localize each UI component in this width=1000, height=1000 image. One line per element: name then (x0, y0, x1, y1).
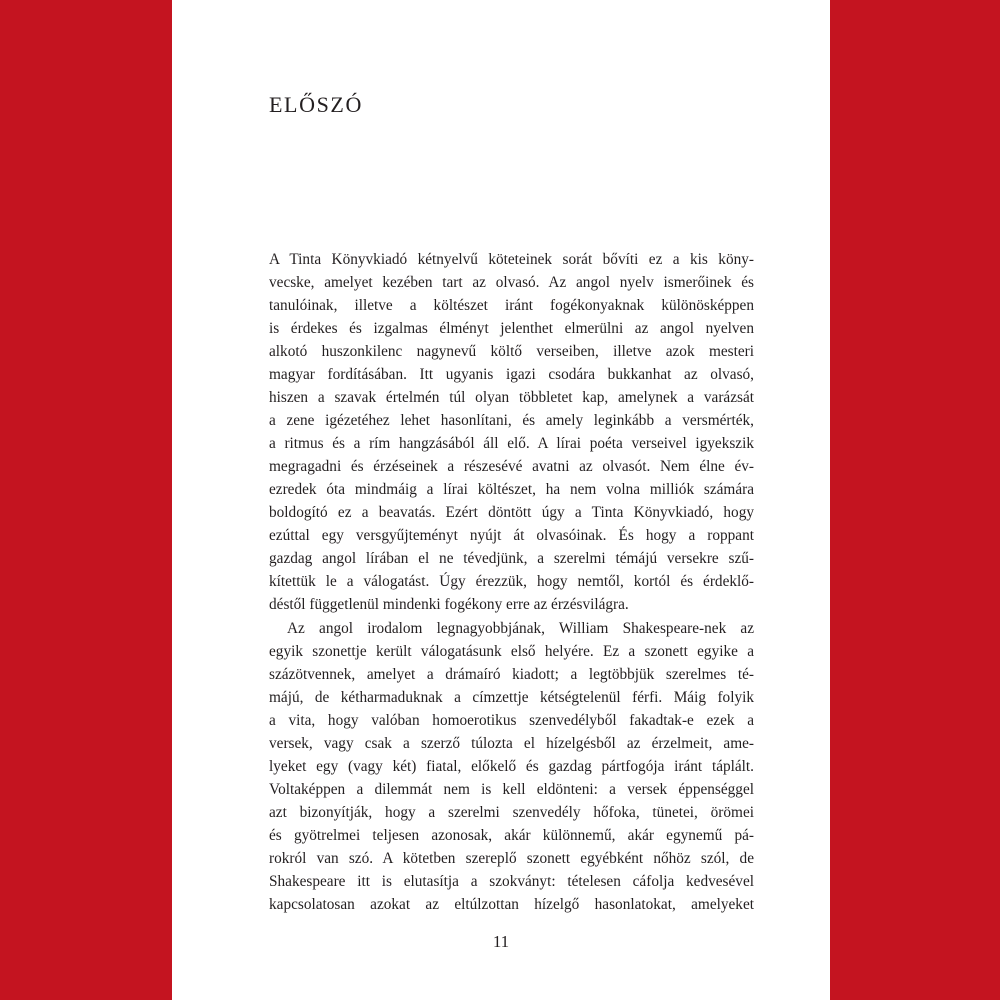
text-line: megragadni és érzéseinek a részesévé avatni az olvasót. Nem élne év- (269, 458, 754, 476)
text-line: kítettük le a válogatást. Úgy érezzük, hogy nemtől, kortól és érdeklő- (269, 573, 754, 591)
text-line: Az angol irodalom legnagyobbjának, William Shakespeare-nek az (287, 619, 754, 637)
text-line: magyar fordításában. Itt ugyanis igazi csodára bukkanhat az olvasó, (269, 366, 754, 384)
text-line: egyik szonettje került válogatásunk első helyére. Ez a szonett egyike a (269, 642, 754, 660)
book-page (172, 0, 830, 1000)
text-line: a ritmus és a rím hangzásából áll elő. A lírai poéta verseivel igyekszik (269, 435, 754, 453)
text-line: A Tinta Könyvkiadó kétnyelvű köteteinek sorát bővíti ez a kis köny- (269, 251, 754, 268)
body-text (269, 248, 754, 916)
text-line: kapcsolatosan azokat az eltúlzottan hízelgő hasonlatokat, amelyeket (269, 895, 754, 913)
text-line: százötvennek, amelyet a drámaíró kiadott; a legtöbbjük szerelmes té- (269, 665, 754, 683)
paragraph-1 (269, 248, 754, 617)
text-line: a zene igézetéhez lehet hasonlítani, és amely leginkább a versmérték, (269, 412, 754, 430)
text-line: hiszen a szavak értelmén túl olyan többletet kap, amelynek a varázsát (269, 389, 754, 407)
text-line: is érdekes és izgalmas élményt jelenthet elmerülni az angol nyelven (269, 320, 754, 338)
text-line: rokról van szó. A kötetben szereplő szonett egyébként nőhöz szól, de (269, 849, 754, 867)
text-line: és gyötrelmei teljesen azonosak, akár különnemű, akár egynemű pá- (269, 826, 754, 844)
text-line: ezúttal egy versgyűjteményt nyújt át olvasóinak. És hogy a roppant (269, 527, 754, 545)
text-line: májú, de kétharmaduknak a címzettje kétségtelenül férfi. Máig folyik (269, 688, 754, 706)
text-line: alkotó huszonkilenc nagynevű költő verseiben, illetve azok mesteri (269, 343, 754, 361)
text-line: a vita, hogy valóban homoerotikus szenvedélyből fakadtak-e ezek a (269, 711, 754, 729)
text-line: boldogító ez a beavatás. Ezért döntött úgy a Tinta Könyvkiadó, hogy (269, 504, 754, 522)
text-line: gazdag angol lírában el ne tévedjünk, a szerelmi témájú versekre szű- (269, 550, 754, 568)
chapter-title: ELŐSZÓ (269, 92, 363, 117)
text-line: tanulóinak, illetve a költészet iránt fogékonyaknak különösképpen (269, 297, 754, 315)
text-line: ezredek óta mindmáig a lírai költészet, ha nem volna milliók számára (269, 481, 754, 499)
text-line: azt bizonyítják, hogy a szerelmi szenvedély hőfoka, tünetei, örömei (269, 803, 754, 821)
text-line: Shakespeare itt is elutasítja a szokványt: tételesen cáfolja kedvesével (269, 872, 754, 890)
text-line: Voltaképpen a dilemmát nem is kell eldönteni: a versek éppenséggel (269, 780, 754, 798)
text-line: déstől függetlenül mindenki fogékony erre az érzésvilágra. (269, 596, 629, 614)
paragraph-2 (269, 617, 754, 916)
page-number: 11 (492, 932, 510, 951)
text-line: lyeket egy (vagy két) fiatal, előkelő és gazdag pártfogója iránt táplált. (269, 757, 754, 775)
text-line: vecske, amelyet kezében tart az olvasó. Az angol nyelv ismerőinek és (269, 274, 754, 292)
text-line: versek, vagy csak a szerző túlozta el hízelgésből az érzelmeit, ame- (269, 734, 754, 752)
